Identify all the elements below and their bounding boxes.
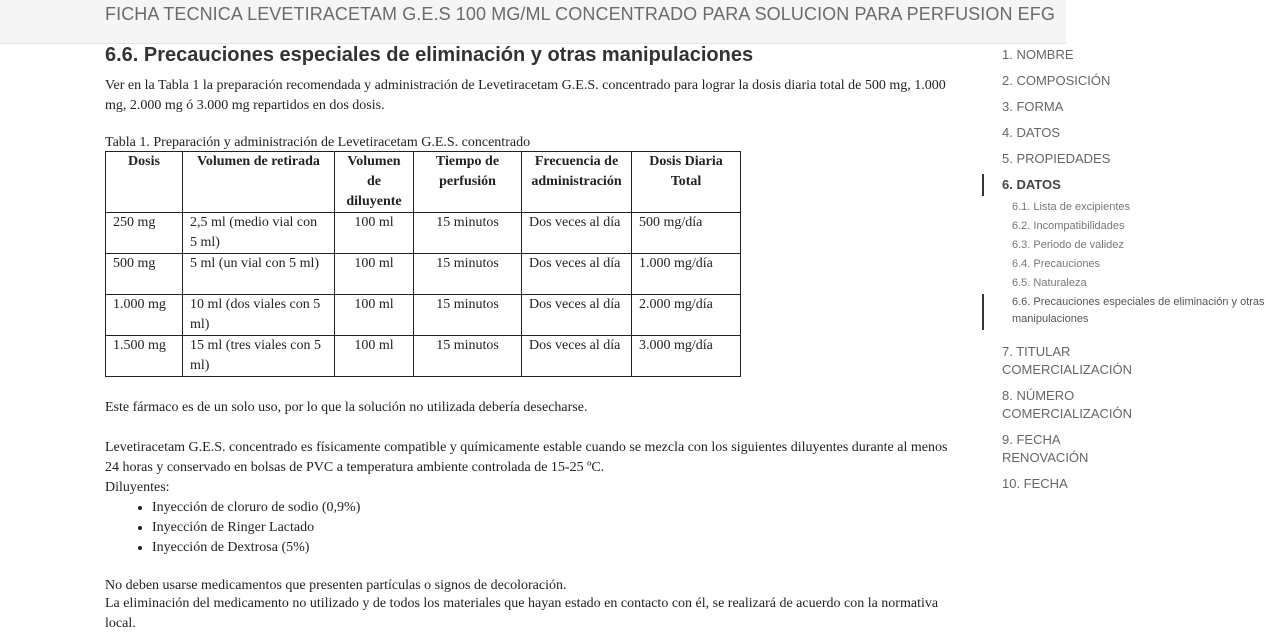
- toc-subitem-6-6-cont[interactable]: manipulaciones: [1012, 313, 1089, 325]
- section-heading: 6.6. Precauciones especiales de eliminación y otras manipulaciones: [105, 44, 754, 66]
- table-cell: 100 ml: [335, 213, 414, 254]
- table-cell: 250 mg: [106, 213, 183, 254]
- list-item: • Inyección de Dextrosa (5%): [152, 538, 360, 558]
- toc-subitem-6-4[interactable]: 6.4. Precauciones: [1012, 258, 1101, 270]
- toc-item-7-cont[interactable]: COMERCIALIZACIÓN: [1002, 362, 1133, 377]
- toc-item-8[interactable]: 8. NÚMERO: [1002, 388, 1075, 403]
- table-cell: 2,5 ml (medio vial con 5 ml): [183, 213, 335, 254]
- table-header-cell: Dosis Diaria Total: [632, 152, 741, 213]
- table-cell: 1.500 mg: [106, 336, 183, 377]
- table-header-cell: Volumen de diluyente: [335, 152, 414, 213]
- toc-item-9-cont[interactable]: RENOVACIÓN: [1002, 450, 1089, 465]
- intro-paragraph: Ver en la Tabla 1 la preparación recomendada y administración de Levetiracetam G.E.S. concentrado para lograr la dosis diaria total de 500 mg, 1.000 mg, 2.000 mg ó 3.000 mg repartidos en dos dosis.: [105, 78, 946, 113]
- table-header-row: [106, 152, 741, 213]
- table-row: [106, 254, 741, 295]
- list-item: • Inyección de Ringer Lactado: [152, 518, 360, 538]
- table-cell: 15 minutos: [414, 213, 522, 254]
- toc-item-8-cont[interactable]: COMERCIALIZACIÓN: [1002, 406, 1133, 421]
- table-caption: Tabla 1. Preparación y administración de Levetiracetam G.E.S. concentrado: [105, 135, 531, 150]
- disposal-paragraph: La eliminación del medicamento no utilizado y de todos los materiales que hayan estado en contacto con él, se realizará de acuerdo con la normativa local.: [105, 596, 939, 631]
- table-cell: 15 minutos: [414, 336, 522, 377]
- table-cell: 500 mg: [106, 254, 183, 295]
- toc-item-2[interactable]: 2. COMPOSICIÓN: [1002, 73, 1111, 88]
- list-item: • Inyección de cloruro de sodio (0,9%): [152, 498, 360, 518]
- table-row: [106, 213, 741, 254]
- preparation-table: [105, 151, 741, 377]
- table-row: [106, 295, 741, 336]
- no-particles-paragraph: No deben usarse medicamentos que presenten partículas o signos de decoloración.: [105, 578, 567, 593]
- table-cell: 2.000 mg/día: [632, 295, 741, 336]
- toc-item-5[interactable]: 5. PROPIEDADES: [1002, 151, 1111, 166]
- active-subsection-indicator: [982, 294, 984, 330]
- table-cell: 15 minutos: [414, 254, 522, 295]
- table-cell: 15 ml (tres viales con 5 ml): [183, 336, 335, 377]
- diluents-label: Diluyentes:: [105, 480, 170, 495]
- toc-subitem-6-1[interactable]: 6.1. Lista de excipientes: [1012, 201, 1131, 213]
- table-cell: 100 ml: [335, 295, 414, 336]
- single-use-paragraph: Este fármaco es de un solo uso, por lo que la solución no utilizada debería desecharse.: [105, 400, 588, 415]
- toc-subitem-6-2[interactable]: 6.2. Incompatibilidades: [1012, 220, 1125, 232]
- table-header-cell: Frecuencia de administración: [522, 152, 632, 213]
- toc-subitem-6-5[interactable]: 6.5. Naturaleza: [1012, 277, 1087, 289]
- table-cell: Dos veces al día: [522, 295, 632, 336]
- diluents-list: [105, 498, 360, 558]
- active-section-indicator: [982, 174, 984, 196]
- toc-item-10[interactable]: 10. FECHA: [1002, 476, 1068, 491]
- table-cell: Dos veces al día: [522, 336, 632, 377]
- toc-subitem-6-3[interactable]: 6.3. Periodo de validez: [1012, 239, 1124, 251]
- table-cell: 100 ml: [335, 254, 414, 295]
- table-cell: 100 ml: [335, 336, 414, 377]
- table-header-cell: Tiempo de perfusión: [414, 152, 522, 213]
- toc-item-6[interactable]: 6. DATOS: [1002, 177, 1061, 192]
- toc-item-9[interactable]: 9. FECHA: [1002, 432, 1061, 447]
- table-header-cell: Volumen de retirada: [183, 152, 335, 213]
- toc-item-1[interactable]: 1. NOMBRE: [1002, 47, 1074, 62]
- table-cell: 500 mg/día: [632, 213, 741, 254]
- table-of-contents: [982, 44, 1265, 627]
- toc-item-3[interactable]: 3. FORMA: [1002, 99, 1064, 114]
- document-title: FICHA TECNICA LEVETIRACETAM G.E.S 100 MG/ML CONCENTRADO PARA SOLUCION PARA PERFUSION EFG: [105, 4, 1055, 24]
- table-cell: 1.000 mg: [106, 295, 183, 336]
- table-cell: Dos veces al día: [522, 254, 632, 295]
- table-cell: 15 minutos: [414, 295, 522, 336]
- toc-subitem-6-6[interactable]: 6.6. Precauciones especiales de eliminación y otras: [1012, 296, 1265, 308]
- top-bar: [0, 0, 1066, 44]
- table-header-cell: Dosis: [106, 152, 183, 213]
- compatibility-paragraph: Levetiracetam G.E.S. concentrado es físicamente compatible y químicamente estable cuando se mezcla con los siguientes diluyentes durante al menos 24 horas y conservado en bolsas de PVC a temperatura ambiente controlada de 15-25 ºC.: [105, 440, 948, 475]
- table-cell: 3.000 mg/día: [632, 336, 741, 377]
- table-cell: 5 ml (un vial con 5 ml): [183, 254, 335, 295]
- toc-item-7[interactable]: 7. TITULAR: [1002, 344, 1071, 359]
- toc-item-4[interactable]: 4. DATOS: [1002, 125, 1061, 140]
- table-cell: Dos veces al día: [522, 213, 632, 254]
- table-cell: 10 ml (dos viales con 5 ml): [183, 295, 335, 336]
- table-row: [106, 336, 741, 377]
- table-cell: 1.000 mg/día: [632, 254, 741, 295]
